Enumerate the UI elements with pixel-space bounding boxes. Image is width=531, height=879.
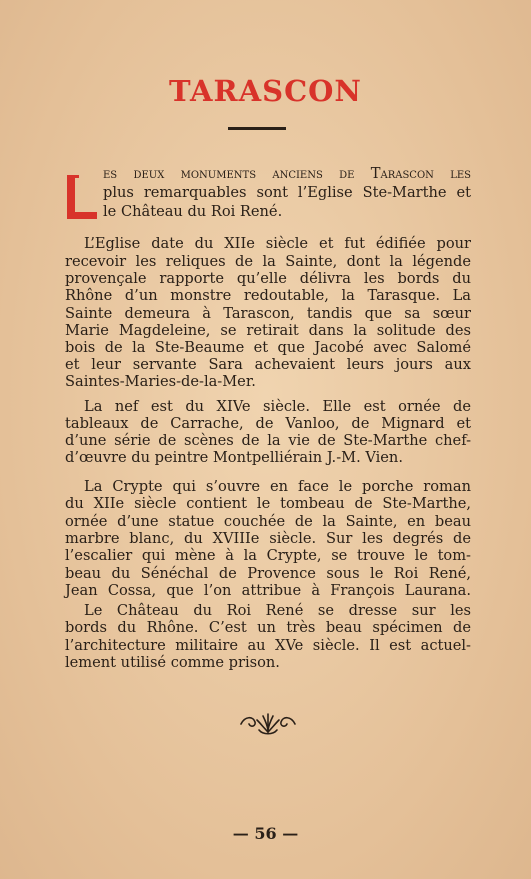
paragraph-1-line-1-text: es deux monuments anciens de Tarascon les <box>103 165 471 182</box>
paragraph-5-line-1-text: Le Château du Roi René se dresse sur les <box>84 602 471 619</box>
paragraph-3-line-2: tableaux de Carrache, de Vanloo, de Mignard et <box>65 415 471 432</box>
paragraph-2-line-9: Saintes-Maries-de-la-Mer. <box>65 373 256 390</box>
paragraph-3-line-4: d’œuvre du peintre Montpelliérain J.-M. Vien. <box>65 449 403 466</box>
title-divider-rule <box>228 127 286 130</box>
paragraph-4-line-5: l’escalier qui mène à la Crypte, se trouve le tom- <box>65 547 471 564</box>
paragraph-2-line-4: Rhône d’un monstre redoutable, la Tarasque. La <box>65 287 471 304</box>
paragraph-5-line-1 <box>84 602 471 619</box>
paragraph-5-line-4: lement utilisé comme prison. <box>65 654 280 671</box>
paragraph-2-line-8: et leur servante Sara achevaient leurs jours aux <box>65 356 471 373</box>
page-title: TARASCON <box>169 74 362 108</box>
fleuron-icon <box>237 710 299 738</box>
paragraph-2-line-5: Sainte demeura à Tarascon, tandis que sa sœur <box>65 305 471 322</box>
paragraph-3-line-3: d’une série de scènes de la vie de Ste-Marthe chef- <box>65 432 471 449</box>
paragraph-5-line-2: bords du Rhône. C’est un très beau spécimen de <box>65 619 471 636</box>
paragraph-4-line-2: du XIIe siècle contient le tombeau de Ste-Marthe, <box>65 495 471 512</box>
paragraph-2-line-2: recevoir les reliques de la Sainte, dont la légende <box>65 253 471 270</box>
dropcap-foot <box>67 212 97 219</box>
paragraph-1-line-1 <box>103 165 471 182</box>
dropcap-letter-icon <box>67 175 97 219</box>
paragraph-1-line-2: plus remarquables sont l’Eglise Ste-Marthe et <box>103 184 471 201</box>
paragraph-2-line-6: Marie Magdeleine, se retirait dans la solitude des <box>65 322 471 339</box>
page-number: — 56 — <box>232 824 299 843</box>
paragraph-4-line-3: ornée d’une statue couchée de la Sainte, en beau <box>65 513 471 530</box>
paragraph-3-line-1: La nef est du XIVe siècle. Elle est ornée de <box>84 398 471 415</box>
paragraph-5-line-3: l’architecture militaire au XVe siècle. Il est actuel- <box>65 637 471 654</box>
paragraph-2-line-3: provençale rapporte qu’elle délivra les bords du <box>65 270 471 287</box>
paragraph-1-line-3: le Château du Roi René. <box>103 203 283 220</box>
paragraph-4-line-1: La Crypte qui s’ouvre en face le porche roman <box>84 478 471 495</box>
paragraph-4-line-6: beau du Sénéchal de Provence sous le Roi René, <box>65 565 471 582</box>
paragraph-2-line-7: bois de la Ste-Beaume et que Jacobé avec Salomé <box>65 339 471 356</box>
paragraph-4-line-4: marbre blanc, du XVIIIe siècle. Sur les degrés de <box>65 530 471 547</box>
paragraph-2-line-1: L’Eglise date du XIIe siècle et fut édifiée pour <box>84 235 471 252</box>
dropcap-text <box>67 160 68 161</box>
paragraph-4-line-7: Jean Cossa, que l’on attribue à François Laurana. <box>65 582 471 599</box>
